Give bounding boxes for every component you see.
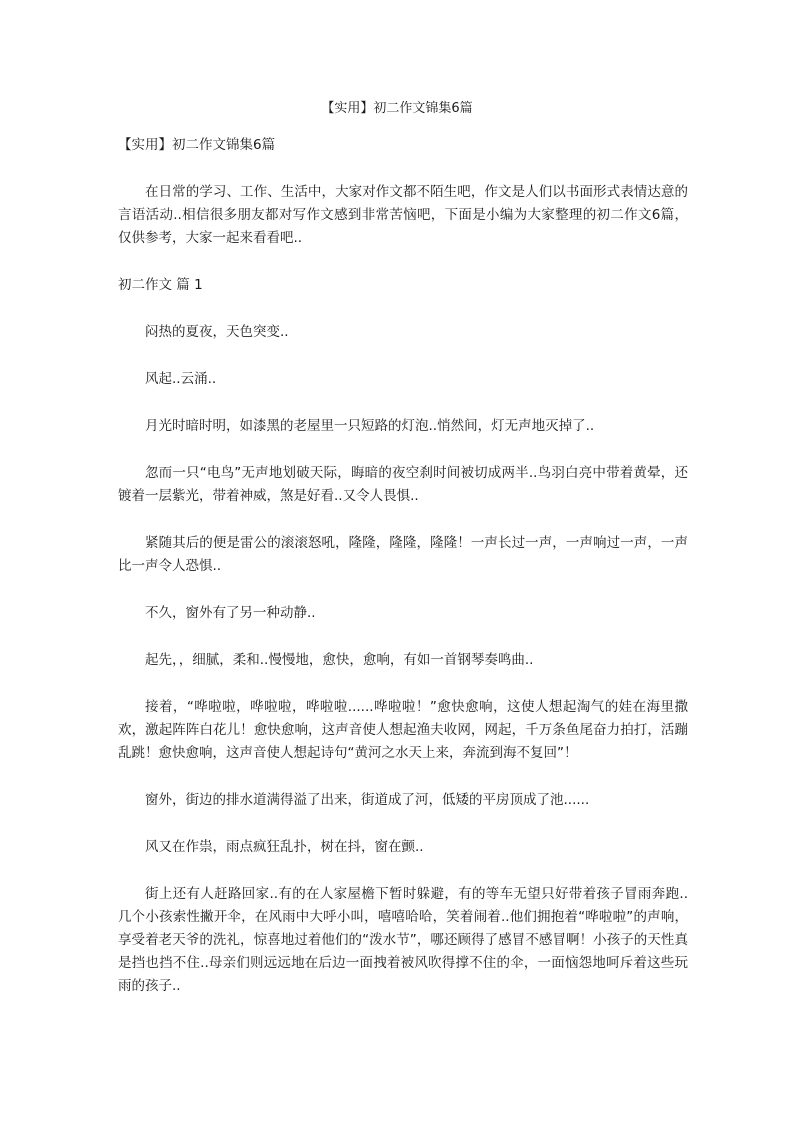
intro-paragraph: 在日常的学习、工作、生活中，大家对作文都不陌生吧，作文是人们以书面形式表情达意的言语活动..相信很多朋友都对写作文感到非常苦恼吧，下面是小编为大家整理的初二作文6篇，仅供参考，大家一起来看看吧.. — [118, 184, 688, 246]
body-paragraph: 街上还有人赶路回家..有的在人家屋檐下暂时躲避，有的等车无望只好带着孩子冒雨奔跑..几个小孩索性撇开伞，在风雨中大呼小叫，嘻嘻哈哈，笑着闹着..他们拥抱着“哗啦啦”的声响，享受着老天爷的洗礼，惊喜地过着他们的“泼水节”，哪还顾得了感冒不感冒啊！小孩子的天性真是挡也挡不住..母亲们则远远地在后边一面拽着被风吹得撑不住的伞，一面恼怨地呵斥着这些玩雨的孩子.. — [118, 886, 688, 994]
body-paragraph: 窗外，街边的排水道满得溢了出来，街道成了河，低矮的平房顶成了池...... — [145, 792, 590, 808]
document-heading: 【实用】初二作文锦集6篇 — [118, 137, 276, 153]
body-paragraph: 不久，窗外有了另一种动静.. — [145, 605, 316, 621]
body-paragraph: 起先，，细腻，柔和..慢慢地，愈快，愈响，有如一首钢琴奏鸣曲.. — [145, 652, 534, 668]
body-paragraph: 接着，“哗啦啦，哗啦啦，哗啦啦......哗啦啦！”愈快愈响，这使人想起淘气的娃在海里撒欢，激起阵阵白花儿！愈快愈响，这声音使人想起渔夫收网，网起，千万条鱼尾奋力拍打，活蹦乱跳！愈快愈响，这声音使人想起诗句“黄河之水天上来，奔流到海不复回”！ — [118, 699, 688, 761]
body-paragraph: 风起..云涌.. — [145, 371, 217, 387]
body-paragraph: 忽而一只“电鸟”无声地划破天际，晦暗的夜空刹时间被切成两半..鸟羽白亮中带着黄晕，还镀着一层紫光，带着神威，煞是好看..又令人畏惧.. — [118, 465, 688, 504]
document-body — [118, 134, 688, 1022]
body-paragraph: 月光时暗时明，如漆黑的老屋里一只短路的灯泡..悄然间，灯无声地灭掉了.. — [145, 418, 595, 434]
body-paragraph: 紧随其后的便是雷公的滚滚怒吼，隆隆，隆隆，隆隆！一声长过一声，一声响过一声，一声比一声令人恐惧.. — [118, 535, 688, 574]
body-paragraph: 风又在作祟，雨点疯狂乱扑，树在抖，窗在颤.. — [145, 839, 424, 855]
body-paragraph: 闷热的夏夜，天色突变.. — [145, 324, 289, 340]
section-heading: 初二作文 篇 1 — [118, 277, 203, 293]
document-title: 【实用】初二作文锦集6篇 — [321, 101, 473, 116]
